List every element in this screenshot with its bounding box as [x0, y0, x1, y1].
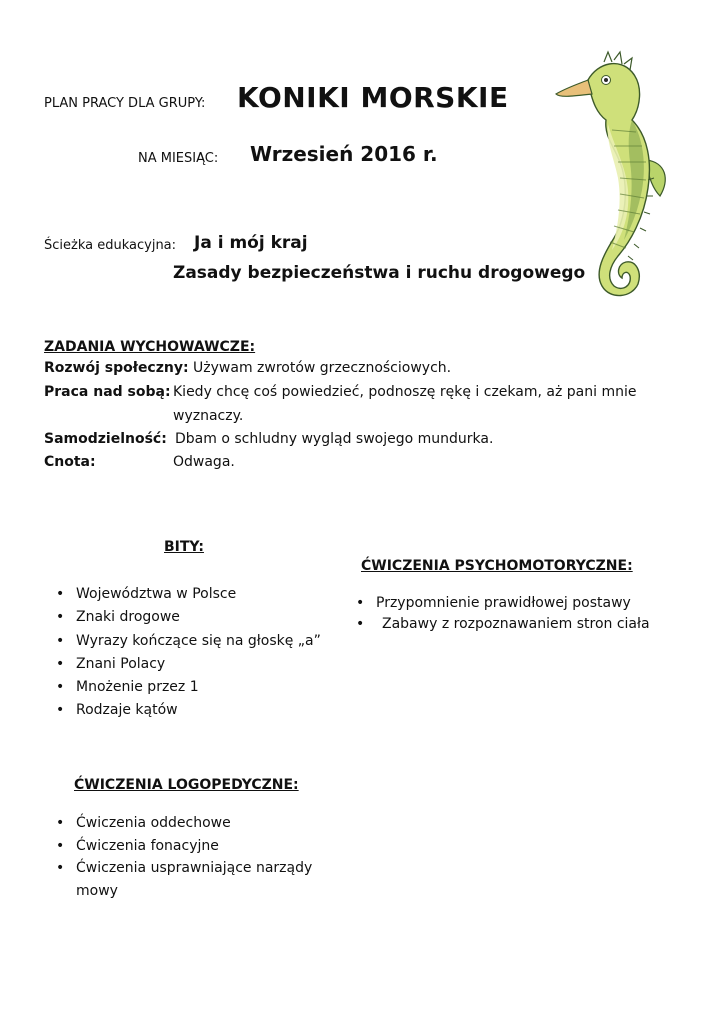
list-item: • Zabawy z rozpoznawaniem stron ciała — [352, 614, 650, 635]
list-item-continued: mowy — [76, 882, 118, 899]
list-item: • Ćwiczenia oddechowe — [52, 812, 312, 835]
seahorse-icon — [548, 50, 674, 300]
list-item: • Znani Polacy — [52, 653, 321, 676]
list-item: • Rodzaje kątów — [52, 699, 321, 722]
path-subtitle: Zasady bezpieczeństwa i ruchu drogowego — [173, 263, 586, 283]
psycho-list — [352, 593, 650, 635]
list-item: • Przypomnienie prawidłowej postawy — [352, 593, 650, 614]
list-item — [52, 857, 312, 902]
list-item: • Województwa w Polsce — [52, 583, 321, 606]
task-text: Dbam o schludny wygląd swojego mundurka. — [175, 431, 494, 447]
bity-heading: BITY: — [164, 539, 204, 555]
month-label: NA MIESIĄC: — [138, 151, 219, 166]
task-row-virtue — [44, 451, 235, 475]
tasks-heading: ZADANIA WYCHOWAWCZE: — [44, 339, 256, 355]
task-text: Używam zwrotów grzecznościowych. — [193, 360, 452, 376]
task-text: Odwaga. — [173, 454, 235, 470]
group-label: PLAN PRACY DLA GRUPY: — [44, 96, 206, 111]
task-row-social — [44, 357, 451, 381]
task-label: Cnota: — [44, 454, 96, 470]
logo-list — [52, 812, 312, 902]
path-label: Ścieżka edukacyjna: — [44, 238, 177, 253]
task-row-self — [44, 381, 636, 405]
task-label: Samodzielność: — [44, 431, 167, 447]
task-label: Rozwój społeczny: — [44, 360, 189, 376]
task-row-independence — [44, 428, 493, 452]
path-title: Ja i mój kraj — [194, 233, 308, 253]
bity-list — [52, 583, 321, 723]
task-text-continued: wyznaczy. — [173, 408, 244, 424]
list-item: • Mnożenie przez 1 — [52, 676, 321, 699]
task-label: Praca nad sobą: — [44, 384, 171, 400]
list-item: • Wyrazy kończące się na głoskę „a” — [52, 630, 321, 653]
psycho-heading: ĆWICZENIA PSYCHOMOTORYCZNE: — [361, 558, 633, 574]
list-item: • Ćwiczenia fonacyjne — [52, 835, 312, 858]
month-value: Wrzesień 2016 r. — [250, 142, 438, 166]
task-text: Kiedy chcę coś powiedzieć, podnoszę rękę i czekam, aż pani mnie — [173, 384, 637, 400]
group-name: KONIKI MORSKIE — [237, 81, 509, 114]
list-item-text: Ćwiczenia usprawniające narządy — [76, 860, 313, 876]
logo-heading: ĆWICZENIA LOGOPEDYCZNE: — [74, 777, 299, 793]
list-item: • Znaki drogowe — [52, 606, 321, 629]
